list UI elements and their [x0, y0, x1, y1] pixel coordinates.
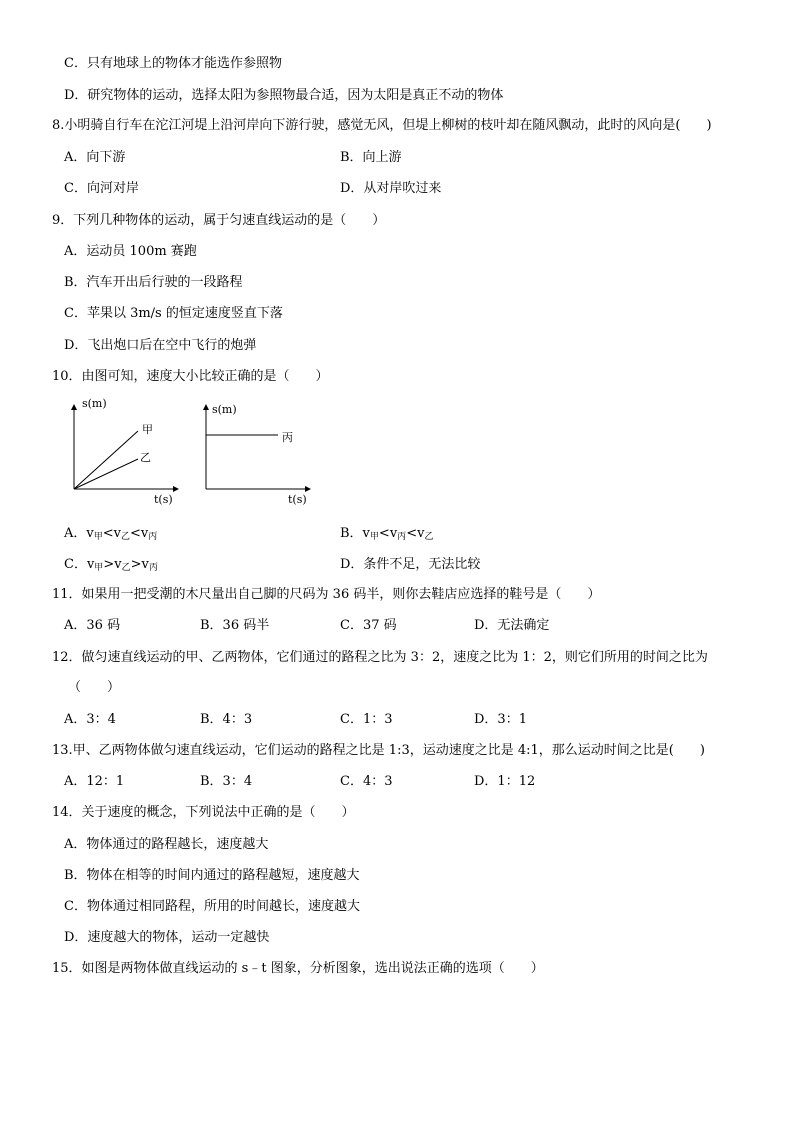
question-12-stem-cont: （ ） — [68, 680, 121, 695]
graph-2-label-bing: 丙 — [282, 431, 293, 444]
q9-option-a: A．运动员 100m 赛跑 — [64, 244, 197, 259]
graph-1-label-jia: 甲 — [142, 423, 153, 436]
q14-option-c: C．物体通过相同路程，所用的时间越长，速度越大 — [64, 899, 360, 914]
q13-option-b: B．3：4 — [200, 774, 253, 789]
q12-option-c: C．1：3 — [340, 712, 393, 727]
graph-1-ylabel: s(m) — [82, 397, 107, 410]
question-8-stem: 8.小明骑自行车在沱江河堤上沿河岸向下游行驶，感觉无风，但堤上柳树的枝叶却在随风飘动，此时的风向是( ) — [52, 118, 712, 133]
q10-option-c: C．$v_甲>v_乙>v_丙$ — [64, 557, 158, 573]
q12-option-a: A．3：4 — [64, 712, 116, 727]
question-9-stem: 9．下列几种物体的运动，属于匀速直线运动的是（ ） — [52, 213, 386, 228]
graph-1-line-jia — [74, 431, 138, 489]
q11-option-c: C．37 码 — [340, 618, 397, 633]
q8-option-b: B．向上游 — [340, 150, 402, 165]
q13-option-c: C．4：3 — [340, 774, 393, 789]
q8-option-d: D．从对岸吹过来 — [340, 181, 442, 196]
graph-1-label-yi: 乙 — [140, 451, 151, 464]
q11-option-b: B．36 码半 — [200, 618, 270, 633]
q10-option-a: A．$v_甲<v_乙<v_丙$ — [64, 526, 158, 542]
q10-option-d: D．条件不足，无法比较 — [340, 557, 481, 572]
graph-2-xlabel: t(s) — [288, 493, 307, 506]
q9-option-d: D．飞出炮口后在空中飞行的炮弹 — [64, 338, 257, 353]
question-13-stem: 13.甲、乙两物体做匀速直线运动，它们运动的路程之比是 1:3，运动速度之比是 4:1，那么运动时间之比是( ) — [52, 743, 705, 758]
q9-option-b: B．汽车开出后行驶的一段路程 — [64, 275, 243, 290]
graph-1 — [74, 397, 178, 506]
question-15-stem: 15．如图是两物体做直线运动的 s﹣t 图象，分析图象，选出说法正确的选项（ ） — [52, 961, 544, 976]
question-10-stem: 10．由图可知，速度大小比较正确的是（ ） — [52, 369, 329, 384]
graph-1-line-yi — [74, 459, 138, 489]
q9-option-c: C．苹果以 3m/s 的恒定速度竖直下落 — [64, 306, 283, 321]
question-14-stem: 14．关于速度的概念，下列说法中正确的是（ ） — [52, 805, 355, 820]
q13-option-a: A．12：1 — [64, 774, 125, 789]
option-d-prev: D．研究物体的运动，选择太阳为参照物最合适，因为太阳是真正不动的物体 — [64, 88, 504, 103]
q12-option-d: D．3：1 — [474, 712, 527, 727]
question-12-stem: 12．做匀速直线运动的甲、乙两物体，它们通过的路程之比为 3：2，速度之比为 1：2，则它们所用的时间之比为 — [52, 650, 708, 665]
q8-option-a: A．向下游 — [64, 150, 126, 165]
q14-option-a: A．物体通过的路程越长，速度越大 — [64, 837, 269, 852]
q11-option-a: A．36 码 — [64, 618, 121, 633]
q13-option-d: D．1：12 — [474, 774, 536, 789]
q8-option-c: C．向河对岸 — [64, 181, 139, 196]
graph-1-xlabel: t(s) — [154, 493, 173, 506]
q12-option-b: B．4：3 — [200, 712, 253, 727]
graph-2 — [206, 403, 310, 506]
graph-2-ylabel: s(m) — [212, 403, 237, 416]
q14-option-d: D．速度越大的物体，运动一定越快 — [64, 930, 270, 945]
question-11-stem: 11．如果用一把受潮的木尺量出自己脚的尺码为 36 码半，则你去鞋店应选择的鞋号是（ ） — [52, 587, 601, 602]
q10-figure — [60, 395, 320, 510]
q10-option-b: B．$v_甲<v_丙<v_乙$ — [340, 526, 434, 542]
option-c-prev: C．只有地球上的物体才能选作参照物 — [64, 56, 282, 71]
q11-option-d: D．无法确定 — [474, 618, 550, 633]
q14-option-b: B．物体在相等的时间内通过的路程越短，速度越大 — [64, 868, 360, 883]
